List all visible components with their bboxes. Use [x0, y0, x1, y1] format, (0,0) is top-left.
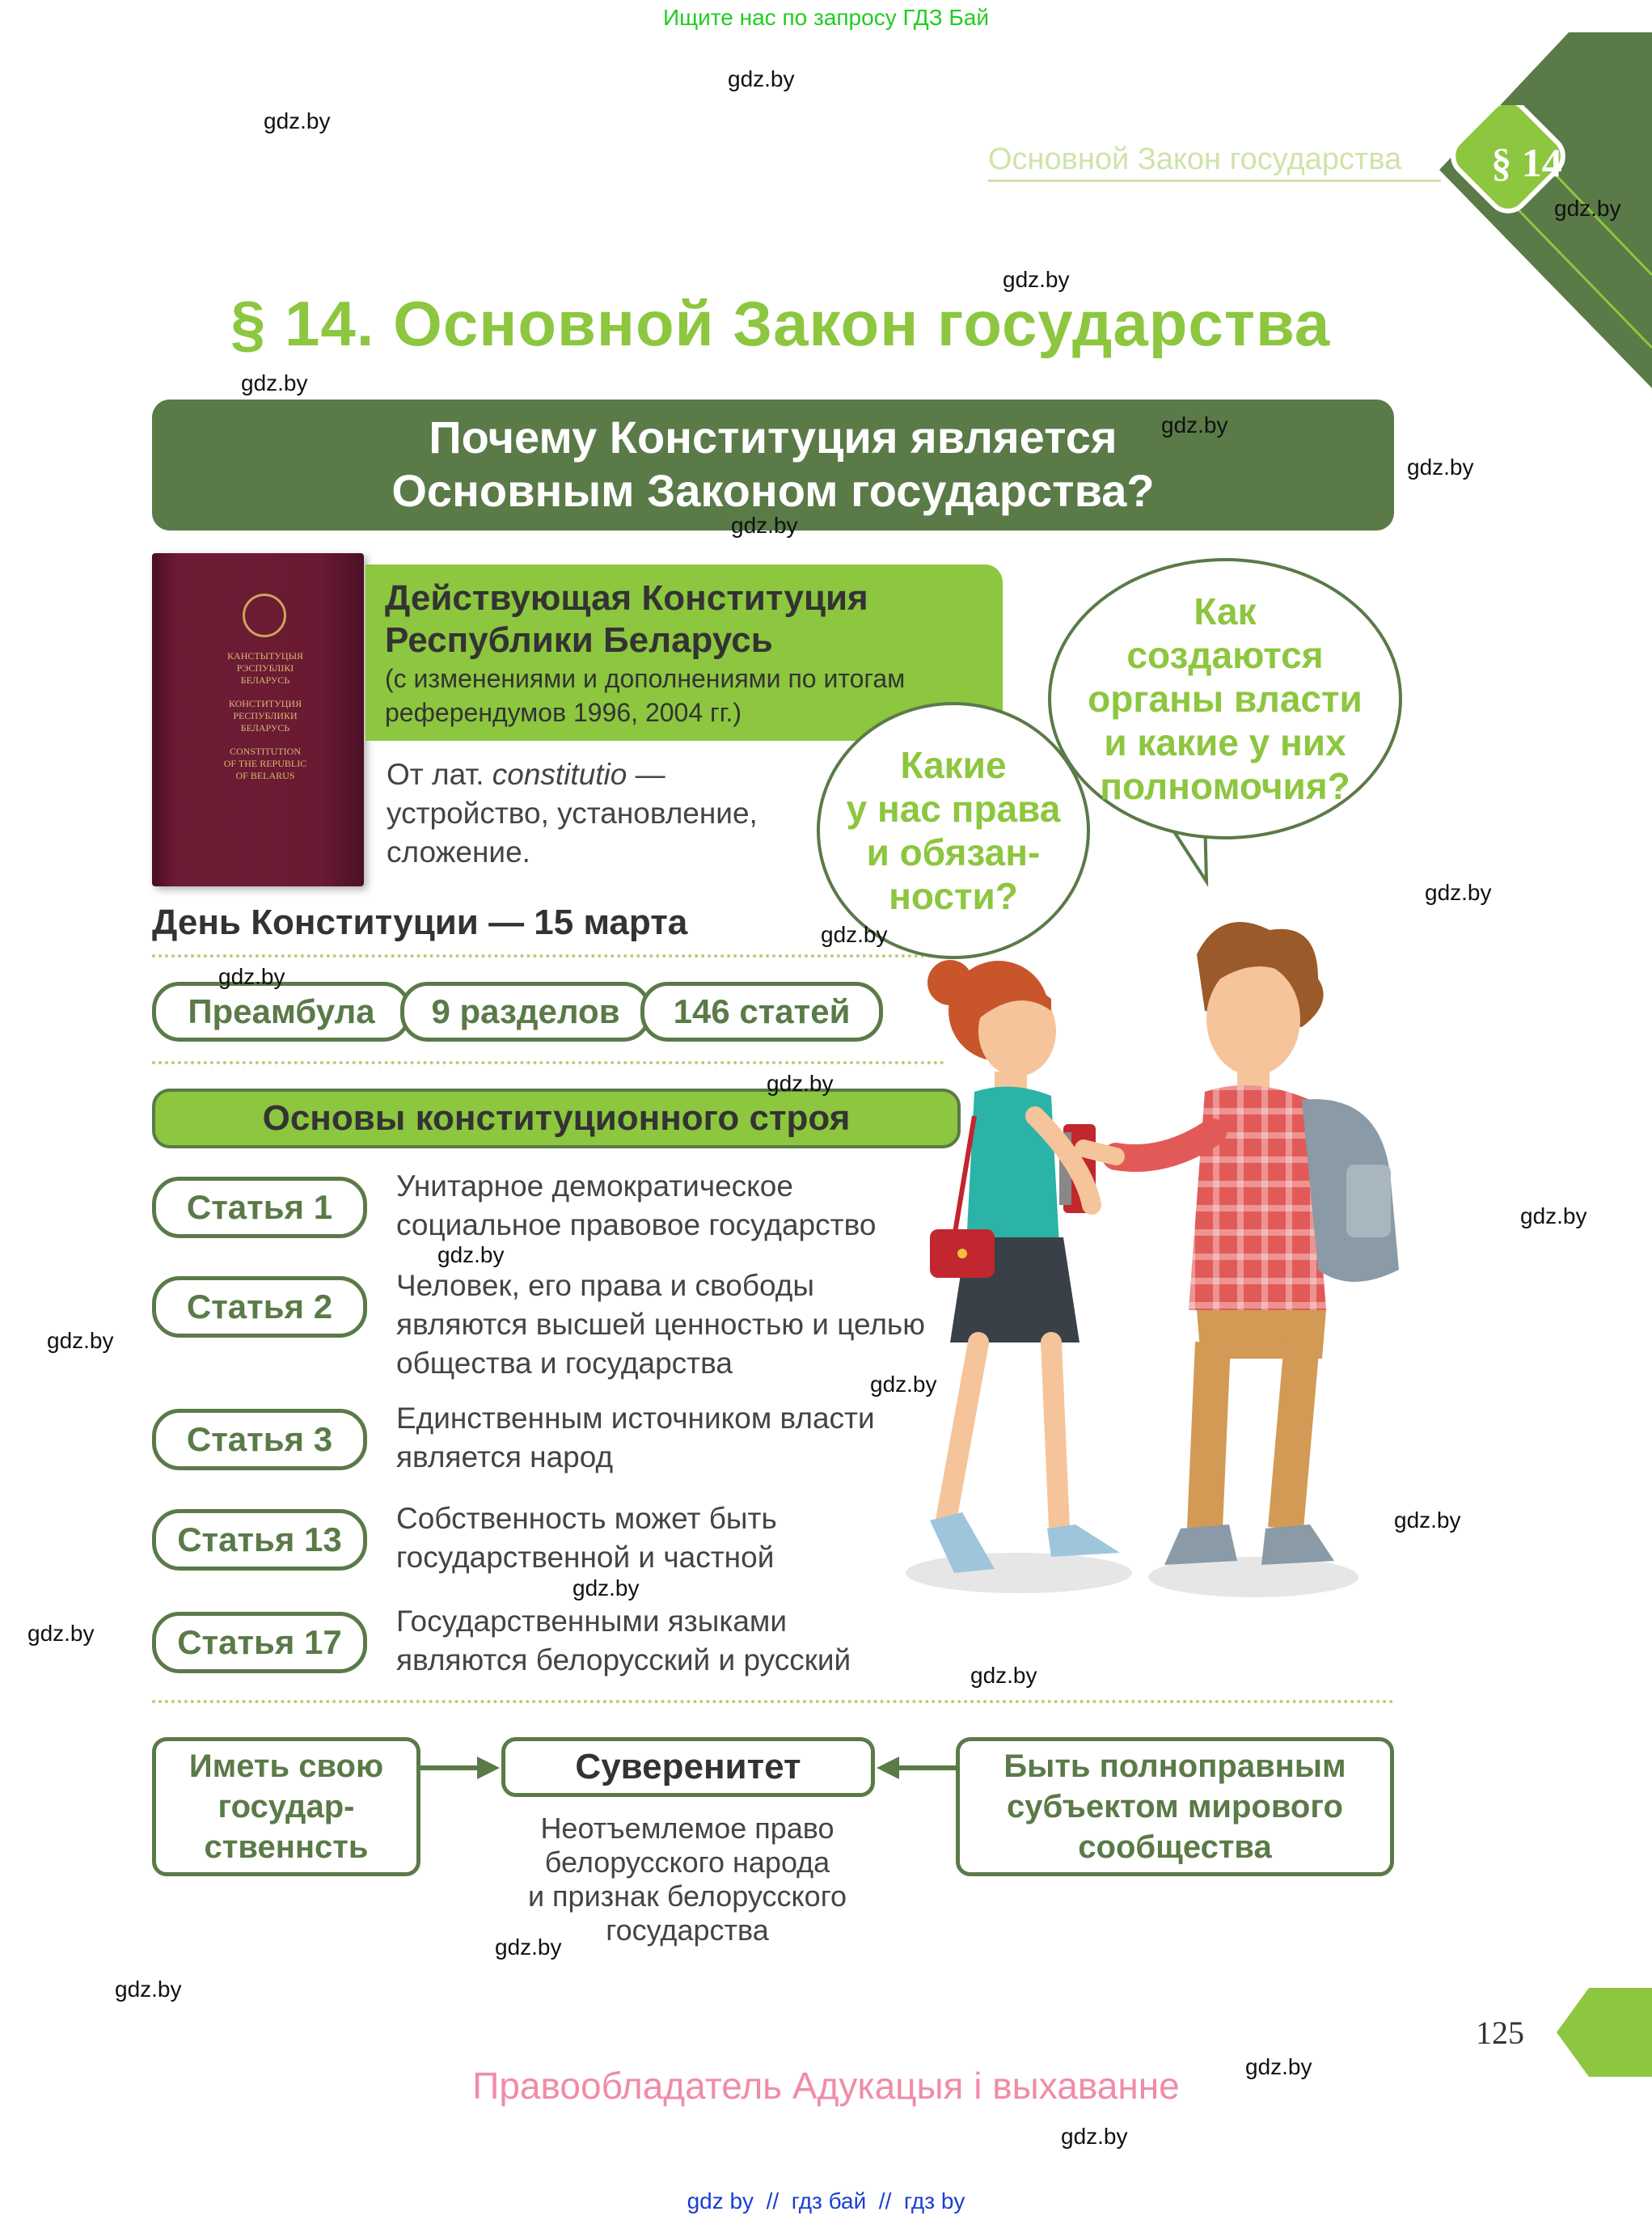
bubble-left-line-4: ности?	[889, 875, 1018, 917]
watermark: gdz.by	[218, 964, 285, 989]
watermark: gdz.by	[1394, 1507, 1461, 1533]
own-statehood-line-2: государ-	[218, 1789, 355, 1824]
bubble-left-line-2: у нас права	[846, 788, 1061, 830]
page-number: 125	[1476, 2015, 1524, 2051]
watermark: gdz.by	[821, 922, 888, 947]
article-description	[396, 1602, 851, 1680]
watermark: gdz.by	[495, 1934, 562, 1960]
etymology-suffix: —	[627, 758, 665, 791]
article-description-line: Государственными языками	[396, 1605, 788, 1638]
section-badge-label: § 14	[1491, 140, 1562, 185]
watermark: gdz.by	[264, 108, 331, 133]
constitution-title-line-2: Республики Беларусь	[385, 620, 773, 660]
article-description-line: социальное правовое государство	[396, 1208, 877, 1241]
sovereignty-definition	[453, 1812, 922, 1947]
world-community-box	[956, 1737, 1394, 1876]
article-description-line: Человек, его права и свободы	[396, 1269, 814, 1302]
bubble-right-line-4: и какие у них	[1104, 721, 1346, 763]
definition-line-3: и признак белорусского	[527, 1879, 847, 1913]
watermark: gdz.by	[241, 370, 308, 395]
watermark: gdz.by	[870, 1372, 937, 1397]
etymology-line-2: устройство, установление,	[387, 797, 758, 830]
header-rule	[988, 180, 1441, 182]
article-label: Статья 3	[152, 1409, 367, 1470]
divider-dotted-2	[152, 1061, 944, 1064]
watermark: gdz.by	[767, 1071, 834, 1096]
article-description	[396, 1266, 925, 1383]
article-description-line: является народ	[396, 1440, 614, 1474]
article-description-line: государственной и частной	[396, 1541, 775, 1574]
divider-dotted-3	[152, 1700, 1394, 1703]
etymology-term: constitutio	[492, 758, 627, 791]
bubble-right-line-1: Как	[1194, 590, 1257, 632]
definition-line-2: белорусского народа	[544, 1846, 830, 1879]
articles-count-pill: 146 статей	[640, 982, 883, 1042]
etymology-prefix: От лат.	[387, 758, 492, 791]
watermark: gdz.by	[1520, 1203, 1587, 1228]
foundations-header: Основы конституционного строя	[152, 1089, 961, 1148]
watermark: gdz.by	[970, 1663, 1037, 1688]
watermark: gdz.by	[27, 1621, 95, 1646]
article-description	[396, 1167, 876, 1245]
world-community-line-1: Быть полноправным	[1003, 1748, 1346, 1784]
book-cover-line: РЭСПУБЛІКІ	[236, 662, 294, 674]
article-description-line: Единственным источником власти	[396, 1402, 875, 1435]
own-statehood-line-3: ственнсть	[204, 1829, 369, 1865]
definition-line-4: государства	[606, 1913, 769, 1947]
watermark: gdz.by	[1245, 2054, 1312, 2079]
own-statehood-line-1: Иметь свою	[188, 1748, 384, 1784]
etymology-note	[387, 755, 758, 872]
world-community-line-3: сообщества	[1078, 1829, 1272, 1865]
divider-dotted-1	[152, 954, 944, 958]
book-cover-line: OF THE REPUBLIC	[223, 758, 307, 769]
watermark: gdz.by	[1407, 455, 1474, 480]
book-cover-line: РЕСПУБЛИКИ	[233, 710, 298, 721]
top-search-link[interactable]: Ищите нас по запросу ГДЗ Бай	[662, 5, 990, 30]
question-line-2: Основным Законом государства?	[391, 465, 1155, 516]
book-emblem-icon	[243, 594, 286, 637]
world-community-line-2: субъектом мирового	[1007, 1789, 1343, 1824]
running-header: Основной Закон государства	[988, 142, 1402, 176]
speech-bubble-authorities	[1048, 558, 1402, 839]
book-cover-line: CONSTITUTION	[230, 746, 301, 757]
sections-pill: 9 разделов	[400, 982, 651, 1042]
article-label: Статья 17	[152, 1612, 367, 1673]
article-description-line: Унитарное демократическое	[396, 1169, 793, 1203]
article-description-line: общества и государства	[396, 1347, 733, 1380]
constitution-subtitle	[385, 662, 905, 729]
article-label: Статья 13	[152, 1509, 367, 1571]
article-description	[396, 1499, 777, 1577]
book-cover-line: БЕЛАРУСЬ	[240, 722, 290, 734]
etymology-line-3: сложение.	[387, 835, 530, 869]
book-cover-line: OF BELARUS	[235, 770, 295, 781]
bubble-right-line-3: органы власти	[1088, 678, 1363, 720]
constitution-title-line-1: Действующая Конституция	[385, 578, 868, 618]
copyright: Правообладатель Адукацыя і выхаванне	[472, 2065, 1180, 2107]
constitution-subtitle-line-1: (с изменениями и дополнениями по итогам	[385, 664, 906, 693]
bubble-left-line-3: и обязан-	[866, 831, 1041, 873]
watermark: gdz.by	[437, 1242, 505, 1267]
own-statehood-box	[152, 1737, 420, 1876]
watermark: gdz.by	[47, 1328, 114, 1353]
footer-links[interactable]: gdz by // гдз бай // гдз by	[687, 2188, 965, 2213]
bubble-right-line-5: полномочия?	[1100, 765, 1350, 807]
question-line-1: Почему Конституция является	[429, 412, 1118, 463]
definition-line-1: Неотъемлемое право	[540, 1812, 834, 1845]
watermark: gdz.by	[115, 1977, 182, 2002]
article-description-line: являются белорусский и русский	[396, 1643, 851, 1676]
constitution-subtitle-line-2: референдумов 1996, 2004 гг.)	[385, 698, 742, 727]
book-cover-line: КОНСТИТУЦИЯ	[228, 698, 302, 709]
arrow-left-icon	[875, 1752, 956, 1784]
book-cover-text	[209, 650, 322, 782]
article-description	[396, 1399, 875, 1477]
watermark: gdz.by	[1425, 880, 1492, 905]
watermark: gdz.by	[731, 513, 798, 538]
article-label: Статья 1	[152, 1177, 367, 1238]
sovereignty-box: Суверенитет	[501, 1737, 875, 1797]
watermark: gdz.by	[1554, 196, 1621, 221]
bubble-right-line-2: создаются	[1126, 634, 1324, 676]
preamble-pill: Преамбула	[152, 982, 411, 1042]
book-cover-line: КАНСТЫТУЦЫЯ	[226, 650, 304, 662]
watermark: gdz.by	[728, 66, 795, 91]
constitution-book-image	[152, 553, 364, 886]
students-illustration	[898, 890, 1415, 1617]
watermark: gdz.by	[1161, 412, 1228, 438]
arrow-right-icon	[420, 1752, 501, 1784]
book-cover-line: БЕЛАРУСЬ	[240, 674, 290, 686]
constitution-day: День Конституции — 15 марта	[152, 903, 688, 942]
article-description-line: являются высшей ценностью и целью	[396, 1308, 925, 1341]
watermark: gdz.by	[1003, 267, 1070, 292]
bubble-left-line-1: Какие	[900, 744, 1007, 786]
constitution-title	[385, 577, 868, 662]
page-title: § 14. Основной Закон государства	[230, 288, 1331, 359]
watermark: gdz.by	[1061, 2124, 1128, 2149]
article-label: Статья 2	[152, 1276, 367, 1338]
watermark: gdz.by	[572, 1575, 640, 1600]
article-description-line: Собственность может быть	[396, 1502, 777, 1535]
